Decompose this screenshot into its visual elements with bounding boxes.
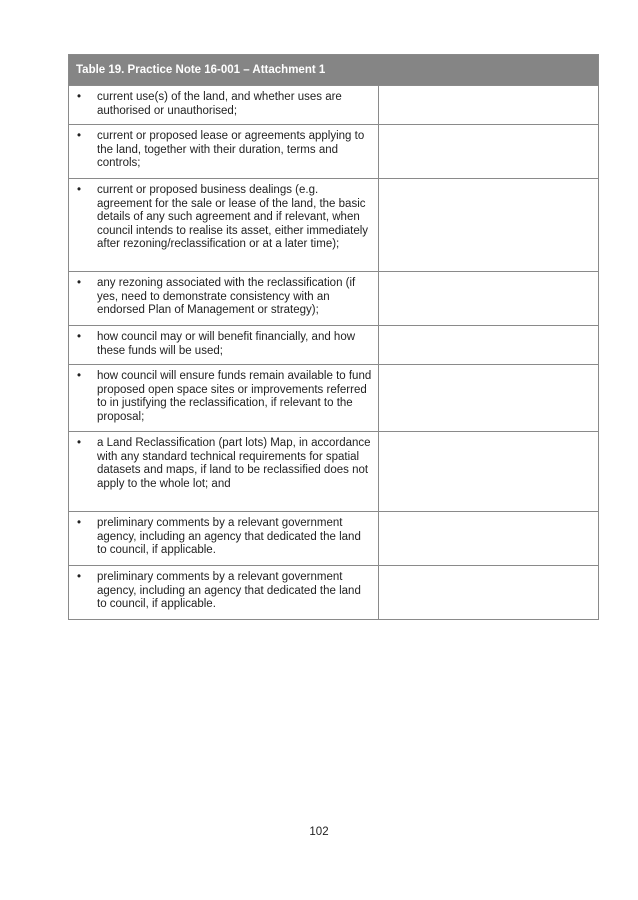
response-cell <box>379 326 598 364</box>
requirement-cell <box>69 326 379 364</box>
requirement-text: current or proposed business dealings (e.g. agreement for the sale or lease of the land, the basic details of any such agreement and if relevant, when council intends to realise its asset, either immediately after rezoning/reclassification or at a later time); <box>97 184 369 251</box>
bullet-icon: • <box>77 130 82 142</box>
bullet-icon: • <box>77 370 82 382</box>
table-row <box>69 272 598 326</box>
attachment-table <box>68 54 599 620</box>
response-cell <box>379 86 598 124</box>
table-row <box>69 432 598 512</box>
requirement-cell <box>69 125 379 178</box>
table-row <box>69 125 598 179</box>
requirement-cell <box>69 512 379 565</box>
response-cell <box>379 566 598 619</box>
requirement-cell <box>69 179 379 271</box>
requirement-cell <box>69 365 379 431</box>
response-cell <box>379 125 598 178</box>
response-cell <box>379 512 598 565</box>
table-row <box>69 179 598 272</box>
response-cell <box>379 272 598 325</box>
requirement-cell <box>69 272 379 325</box>
bullet-icon: • <box>77 517 82 529</box>
table-row <box>69 365 598 432</box>
requirement-text: current use(s) of the land, and whether uses are authorised or unauthorised; <box>97 91 342 117</box>
bullet-icon: • <box>77 277 82 289</box>
requirement-cell <box>69 86 379 124</box>
requirement-text: a Land Reclassification (part lots) Map, in accordance with any standard technical requirements for spatial datasets and maps, if land to be reclassified does not apply to the whole lot; and <box>97 437 371 490</box>
requirement-text: how council will ensure funds remain available to fund proposed open space sites or improvements referred to in justifying the reclassification, if relevant to the proposal; <box>97 370 372 423</box>
page-number: 102 <box>309 826 329 838</box>
requirement-text: preliminary comments by a relevant government agency, including an agency that dedicated the land to council, if applicable. <box>97 517 361 557</box>
response-cell <box>379 365 598 431</box>
bullet-icon: • <box>77 571 82 583</box>
table-row <box>69 326 598 365</box>
requirement-text: how council may or will benefit financially, and how these funds will be used; <box>97 331 356 357</box>
table-row <box>69 566 598 619</box>
table-row <box>69 86 598 125</box>
bullet-icon: • <box>77 184 82 196</box>
bullet-icon: • <box>77 331 82 343</box>
response-cell <box>379 432 598 511</box>
bullet-icon: • <box>77 437 82 449</box>
bullet-icon: • <box>77 91 82 103</box>
response-cell <box>379 179 598 271</box>
table-title: Table 19. Practice Note 16-001 – Attachment 1 <box>69 55 598 86</box>
requirement-text: preliminary comments by a relevant government agency, including an agency that dedicated the land to council, if applicable. <box>97 571 361 611</box>
table-row <box>69 512 598 566</box>
requirement-cell <box>69 432 379 511</box>
requirement-cell <box>69 566 379 619</box>
requirement-text: current or proposed lease or agreements applying to the land, together with their duration, terms and controls; <box>97 130 365 170</box>
requirement-text: any rezoning associated with the reclassification (if yes, need to demonstrate consistency with an endorsed Plan of Management or strategy); <box>97 277 356 317</box>
